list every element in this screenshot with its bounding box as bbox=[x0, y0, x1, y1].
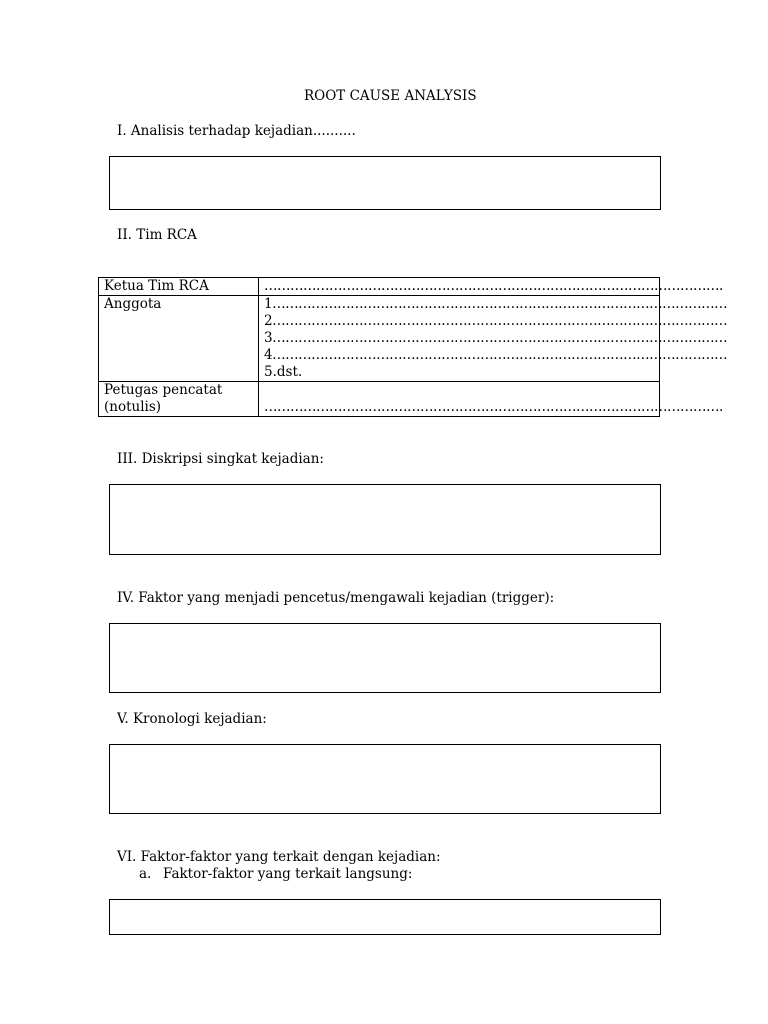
ketua-label: Ketua Tim RCA bbox=[99, 278, 259, 296]
petugas-value[interactable] bbox=[259, 382, 723, 417]
petugas-dots: ……………………………………………………………………………………………. bbox=[264, 399, 723, 415]
section-6-heading: VI. Faktor-faktor yang terkait dengan kejadian: bbox=[117, 849, 441, 865]
anggota-label: Anggota bbox=[99, 296, 259, 382]
petugas-label-line-1: Petugas pencatat bbox=[104, 382, 223, 398]
description-box[interactable] bbox=[109, 484, 661, 555]
section-5-heading: V. Kronologi kejadian: bbox=[117, 711, 267, 727]
section-1-heading: I. Analisis terhadap kejadian.......... bbox=[117, 123, 356, 139]
table-row bbox=[99, 382, 660, 417]
trigger-box[interactable] bbox=[109, 623, 661, 693]
rca-team-table bbox=[98, 277, 728, 417]
anggota-line-1: 1…………………………………………………………………………………………… bbox=[264, 296, 728, 312]
anggota-line-5: 5.dst. bbox=[264, 364, 303, 380]
anggota-line-3: 3…………………………………………………………………………………………… bbox=[264, 330, 728, 346]
chronology-box[interactable] bbox=[109, 744, 661, 814]
analysis-box[interactable] bbox=[109, 156, 661, 210]
section-4-heading: IV. Faktor yang menjadi pencetus/mengawali kejadian (trigger): bbox=[117, 590, 555, 606]
section-3-heading: III. Diskripsi singkat kejadian: bbox=[117, 451, 324, 467]
petugas-label bbox=[99, 382, 259, 417]
anggota-line-2: 2…………………………………………………………………………………………… bbox=[264, 313, 728, 329]
page-title: ROOT CAUSE ANALYSIS bbox=[304, 88, 477, 104]
ketua-dots: ……………………………………………………………………………………………. bbox=[264, 278, 723, 294]
section-6a-heading: Faktor-faktor yang terkait langsung: bbox=[163, 866, 413, 882]
ketua-value[interactable] bbox=[259, 278, 723, 296]
section-2-heading: II. Tim RCA bbox=[117, 227, 197, 243]
petugas-label-line-2: (notulis) bbox=[104, 399, 162, 415]
anggota-line-4: 4…………………………………………………………………………………………… bbox=[264, 347, 728, 363]
table-row bbox=[99, 278, 660, 296]
table-row bbox=[99, 296, 660, 382]
section-6a-marker: a. bbox=[139, 866, 152, 882]
direct-factors-box[interactable] bbox=[109, 899, 661, 935]
anggota-value[interactable] bbox=[259, 296, 728, 382]
